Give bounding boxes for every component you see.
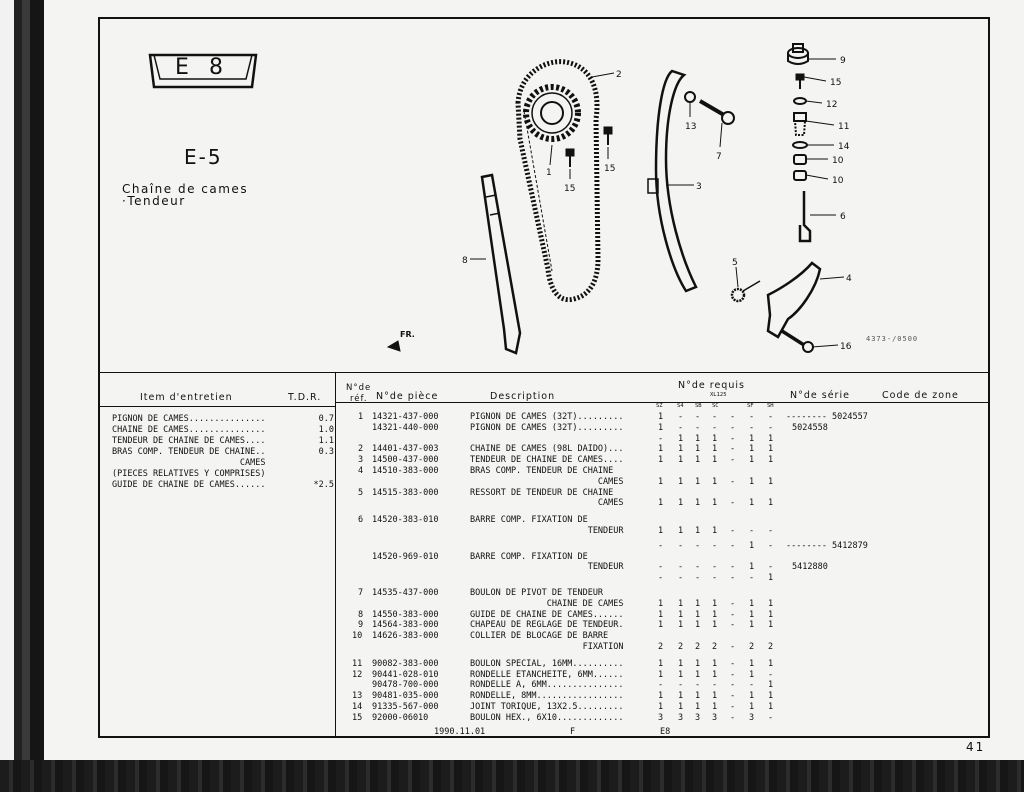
qty-cell: 3 bbox=[749, 712, 755, 723]
maintenance-time: 1.0 bbox=[318, 425, 334, 435]
ref-no: 5 bbox=[358, 487, 364, 498]
qty-cell: 1 bbox=[658, 702, 664, 712]
header-serial: N°de série bbox=[790, 390, 850, 401]
fixing-bar-6 bbox=[800, 191, 810, 241]
part-description: PIGNON DE CAMES (32T)......... bbox=[470, 422, 624, 433]
part-number: 90082-383-000 bbox=[372, 658, 439, 669]
ref-no: 8 bbox=[358, 609, 364, 620]
bolt-16 bbox=[782, 331, 804, 345]
qty-cell: - bbox=[712, 540, 718, 551]
qty-cell: 1 bbox=[749, 669, 755, 680]
qty-cell: 1 bbox=[749, 609, 755, 620]
qty-cell: 1 bbox=[749, 598, 755, 609]
qty-cell: 1 bbox=[749, 476, 755, 487]
qty-cell: 1 bbox=[712, 598, 718, 609]
maintenance-list bbox=[112, 414, 332, 491]
qty-cell: 1 bbox=[678, 598, 684, 609]
qty-cell: - bbox=[730, 422, 736, 433]
qty-cell: 1 bbox=[768, 598, 774, 609]
ref-no: 1 bbox=[358, 412, 364, 422]
qty-cell: 1 bbox=[658, 620, 664, 631]
qty-cell: - bbox=[730, 412, 736, 422]
qty-cell: - bbox=[730, 562, 736, 573]
qty-cell: 2 bbox=[658, 642, 664, 652]
chain-guide bbox=[482, 175, 520, 353]
part-number: 90481-035-000 bbox=[372, 691, 439, 702]
exploded-diagram bbox=[100, 19, 988, 371]
ref-no: 13 bbox=[352, 691, 363, 702]
qty-cell: 1 bbox=[678, 455, 684, 466]
qty-cell: 1 bbox=[678, 498, 684, 509]
variant-sh: SH bbox=[767, 403, 774, 409]
direction-label: FR. bbox=[400, 330, 415, 339]
qty-cell: - bbox=[678, 422, 684, 433]
maintenance-item: CAMES bbox=[112, 458, 266, 468]
callout-2: 2 bbox=[616, 70, 622, 80]
qty-cell: 1 bbox=[712, 620, 718, 631]
qty-cell: 1 bbox=[768, 433, 774, 444]
maintenance-row bbox=[112, 414, 332, 425]
qty-cell: - bbox=[768, 412, 774, 422]
callout-15a: 15 bbox=[830, 78, 842, 88]
maintenance-row bbox=[112, 480, 332, 491]
qty-cell: 1 bbox=[749, 702, 755, 712]
qty-cell: 1 bbox=[695, 433, 701, 444]
qty-cell: 1 bbox=[678, 476, 684, 487]
part-number: 14515-383-000 bbox=[372, 487, 439, 498]
maintenance-item: (PIECES RELATIVES Y COMPRISES) bbox=[112, 469, 266, 479]
qty-cell: - bbox=[712, 562, 718, 573]
qty-cell: - bbox=[730, 476, 736, 487]
maintenance-time: 1.1 bbox=[318, 436, 334, 446]
part-description: CHAINE DE CAMES bbox=[470, 598, 624, 609]
qty-cell: - bbox=[730, 573, 736, 584]
qty-cell: 1 bbox=[678, 526, 684, 536]
qty-cell: 1 bbox=[768, 658, 774, 669]
header-ref-2: réf. bbox=[350, 394, 368, 404]
qty-cell: - bbox=[730, 433, 736, 444]
ref-no: 15 bbox=[352, 712, 363, 723]
callout-7: 7 bbox=[716, 152, 722, 162]
qty-cell: - bbox=[730, 540, 736, 551]
qty-cell: 1 bbox=[658, 444, 664, 455]
section-code: E-5 bbox=[184, 145, 223, 169]
maintenance-item: CHAINE DE CAMES............... bbox=[112, 425, 266, 435]
callout-6: 6 bbox=[840, 212, 846, 222]
ref-no: 11 bbox=[352, 658, 363, 669]
qty-cell: 1 bbox=[658, 526, 664, 536]
qty-cell: - bbox=[695, 573, 701, 584]
ref-no: 12 bbox=[352, 669, 363, 680]
maintenance-time: *2.5 bbox=[313, 480, 334, 490]
part-number: 14321-437-000 bbox=[372, 412, 439, 422]
part-description: BARRE COMP. FIXATION DE bbox=[470, 551, 588, 562]
qty-cell: - bbox=[730, 620, 736, 631]
part-description: BARRE COMP. FIXATION DE bbox=[470, 515, 588, 526]
callout-15b: 15 bbox=[564, 184, 576, 194]
maintenance-item: PIGNON DE CAMES............... bbox=[112, 414, 266, 424]
callout-12: 12 bbox=[826, 100, 838, 110]
qty-cell: - bbox=[678, 573, 684, 584]
ref-no: 6 bbox=[358, 515, 364, 526]
scan-bottom-edge bbox=[0, 760, 1024, 792]
o-ring-14 bbox=[793, 142, 807, 148]
qty-cell: 3 bbox=[695, 712, 701, 723]
qty-cell: 1 bbox=[768, 573, 774, 584]
qty-cell: 1 bbox=[712, 444, 718, 455]
callout-14: 14 bbox=[838, 142, 850, 152]
qty-cell: 1 bbox=[749, 562, 755, 573]
qty-cell: - bbox=[749, 573, 755, 584]
qty-cell: - bbox=[695, 412, 701, 422]
qty-cell: 2 bbox=[712, 642, 718, 652]
qty-cell: 1 bbox=[695, 598, 701, 609]
part-description: CAMES bbox=[470, 498, 624, 509]
part-description: CHAPEAU DE REGLAGE DE TENDEUR. bbox=[470, 620, 624, 631]
special-bolt-11 bbox=[794, 113, 806, 135]
qty-cell: 1 bbox=[768, 620, 774, 631]
qty-cell: 1 bbox=[768, 476, 774, 487]
qty-cell: 1 bbox=[658, 476, 664, 487]
qty-cell: 1 bbox=[712, 658, 718, 669]
qty-cell: - bbox=[658, 540, 664, 551]
variant-sf: SF bbox=[747, 403, 754, 409]
page-number: 41 bbox=[966, 740, 986, 754]
qty-cell: 1 bbox=[678, 433, 684, 444]
qty-cell: - bbox=[678, 680, 684, 691]
qty-cell: 1 bbox=[695, 702, 701, 712]
badge-label: E8 bbox=[175, 55, 243, 80]
qty-cell: - bbox=[749, 680, 755, 691]
callout-1: 1 bbox=[546, 168, 552, 178]
ref-no: 9 bbox=[358, 620, 364, 631]
qty-cell: - bbox=[768, 540, 774, 551]
qty-cell: 1 bbox=[749, 455, 755, 466]
qty-cell: - bbox=[695, 422, 701, 433]
qty-cell: - bbox=[730, 669, 736, 680]
ref-no: 7 bbox=[358, 588, 364, 598]
qty-cell: 1 bbox=[678, 691, 684, 702]
qty-cell: 1 bbox=[658, 455, 664, 466]
qty-cell: - bbox=[749, 412, 755, 422]
part-description: RONDELLE A, 6MM............... bbox=[470, 680, 624, 691]
part-number: 14401-437-003 bbox=[372, 444, 439, 455]
part-number: 14535-437-000 bbox=[372, 588, 439, 598]
qty-cell: 1 bbox=[768, 498, 774, 509]
qty-cell: - bbox=[730, 498, 736, 509]
qty-cell: 1 bbox=[749, 658, 755, 669]
adjuster-cap bbox=[788, 44, 808, 64]
qty-cell: - bbox=[658, 562, 664, 573]
part-number: 14520-969-010 bbox=[372, 551, 439, 562]
column-divider bbox=[335, 372, 336, 738]
part-description: RONDELLE ETANCHEITE, 6MM...... bbox=[470, 669, 624, 680]
qty-cell: 1 bbox=[749, 540, 755, 551]
qty-cell: 1 bbox=[768, 691, 774, 702]
footer-code: E8 bbox=[660, 727, 671, 737]
qty-cell: - bbox=[768, 712, 774, 723]
qty-cell: 1 bbox=[712, 433, 718, 444]
part-description: RONDELLE, 8MM................. bbox=[470, 691, 624, 702]
qty-cell: - bbox=[712, 412, 718, 422]
callout-10a: 10 bbox=[832, 156, 844, 166]
header-tdr: T.D.R. bbox=[288, 392, 322, 403]
ref-no: 10 bbox=[352, 631, 363, 642]
serial-number: -------- 5024557 bbox=[786, 412, 868, 422]
bolt-15 bbox=[796, 74, 804, 89]
part-number: 14626-383-000 bbox=[372, 631, 439, 642]
qty-cell: - bbox=[768, 526, 774, 536]
callout-5: 5 bbox=[732, 258, 738, 268]
tensioner-spring bbox=[732, 281, 760, 301]
qty-cell: 1 bbox=[695, 669, 701, 680]
part-number: 14550-383-000 bbox=[372, 609, 439, 620]
qty-cell: 1 bbox=[712, 669, 718, 680]
qty-cell: 1 bbox=[712, 526, 718, 536]
callout-11: 11 bbox=[838, 122, 850, 132]
qty-cell: - bbox=[730, 455, 736, 466]
header-ref-1: N°de bbox=[346, 383, 372, 393]
direction-arrow bbox=[388, 341, 400, 351]
qty-cell: - bbox=[730, 702, 736, 712]
part-description: PIGNON DE CAMES (32T)......... bbox=[470, 412, 624, 422]
qty-cell: 1 bbox=[695, 455, 701, 466]
qty-cell: - bbox=[730, 526, 736, 536]
qty-cell: 1 bbox=[658, 498, 664, 509]
qty-cell: 1 bbox=[712, 498, 718, 509]
qty-cell: - bbox=[730, 658, 736, 669]
qty-cell: 2 bbox=[695, 642, 701, 652]
maintenance-time: 0.3 bbox=[318, 447, 334, 457]
maintenance-row bbox=[112, 469, 332, 480]
qty-cell: 1 bbox=[658, 658, 664, 669]
callout-15c: 15 bbox=[604, 164, 616, 174]
washer-13 bbox=[685, 92, 695, 102]
part-number: 14520-383-010 bbox=[372, 515, 439, 526]
diagram-divider bbox=[100, 372, 988, 373]
qty-cell: - bbox=[695, 540, 701, 551]
qty-cell: 1 bbox=[678, 658, 684, 669]
variant-sz: SZ bbox=[656, 403, 663, 409]
tensioner-arm bbox=[768, 263, 820, 337]
qty-cell: 1 bbox=[695, 476, 701, 487]
qty-cell: - bbox=[730, 444, 736, 455]
header-zone: Code de zone bbox=[882, 390, 959, 401]
qty-cell: - bbox=[749, 526, 755, 536]
part-description: BOULON HEX., 6X10............. bbox=[470, 712, 624, 723]
pivot-bolt-7 bbox=[700, 101, 724, 115]
qty-cell: - bbox=[768, 669, 774, 680]
qty-cell: 1 bbox=[695, 526, 701, 536]
qty-cell: 1 bbox=[749, 498, 755, 509]
qty-cell: - bbox=[712, 573, 718, 584]
qty-cell: 1 bbox=[768, 455, 774, 466]
header-item: Item d'entretien bbox=[140, 392, 233, 403]
item-header-underline bbox=[100, 406, 335, 407]
qty-cell: 1 bbox=[768, 609, 774, 620]
variant-sb: SB bbox=[695, 403, 702, 409]
header-requis: N°de requis bbox=[678, 380, 745, 391]
qty-cell: 1 bbox=[658, 669, 664, 680]
qty-cell: 1 bbox=[749, 444, 755, 455]
qty-cell: 1 bbox=[712, 691, 718, 702]
part-description: JOINT TORIQUE, 13X2.5......... bbox=[470, 702, 624, 712]
qty-cell: 1 bbox=[678, 620, 684, 631]
header-part-no: N°de pièce bbox=[376, 391, 439, 402]
qty-cell: 2 bbox=[768, 642, 774, 652]
qty-cell: - bbox=[730, 598, 736, 609]
callout-8: 8 bbox=[462, 256, 468, 266]
part-description: CHAINE DE CAMES (98L DAIDO)... bbox=[470, 444, 624, 455]
qty-cell: 2 bbox=[749, 642, 755, 652]
qty-cell: 1 bbox=[712, 455, 718, 466]
part-description: TENDEUR DE CHAINE DE CAMES.... bbox=[470, 455, 624, 466]
maintenance-row bbox=[112, 447, 332, 458]
qty-cell: 1 bbox=[678, 444, 684, 455]
qty-cell: 1 bbox=[768, 702, 774, 712]
qty-cell: 1 bbox=[749, 433, 755, 444]
maintenance-row bbox=[112, 436, 332, 447]
ref-no: 14 bbox=[352, 702, 363, 712]
qty-cell: - bbox=[730, 680, 736, 691]
ref-no: 2 bbox=[358, 444, 364, 455]
callout-3: 3 bbox=[696, 182, 702, 192]
qty-cell: - bbox=[658, 573, 664, 584]
cam-chain bbox=[518, 62, 598, 300]
footer-date: 1990.11.01 bbox=[434, 727, 486, 737]
part-description: TENDEUR bbox=[470, 526, 624, 536]
part-description: COLLIER DE BLOCAGE DE BARRE bbox=[470, 631, 609, 642]
part-number: 14321-440-000 bbox=[372, 422, 439, 433]
qty-cell: 1 bbox=[712, 476, 718, 487]
qty-cell: 1 bbox=[658, 412, 664, 422]
header-model: XL125 bbox=[710, 392, 727, 398]
part-description: RESSORT DE TENDEUR DE CHAINE bbox=[470, 487, 614, 498]
qty-cell: - bbox=[658, 433, 664, 444]
cam-sprocket bbox=[526, 87, 578, 139]
part-number: 90478-700-000 bbox=[372, 680, 439, 691]
qty-cell: 2 bbox=[678, 642, 684, 652]
qty-cell: 1 bbox=[695, 609, 701, 620]
qty-cell: 1 bbox=[658, 691, 664, 702]
qty-cell: 1 bbox=[768, 680, 774, 691]
part-description: GUIDE DE CHAINE DE CAMES...... bbox=[470, 609, 624, 620]
footer-edition: F bbox=[570, 727, 576, 737]
collar-10b bbox=[794, 171, 806, 180]
qty-cell: 1 bbox=[695, 498, 701, 509]
washer-12 bbox=[794, 98, 806, 104]
qty-cell: 1 bbox=[658, 422, 664, 433]
section-title-line2: ·Tendeur bbox=[122, 194, 186, 208]
qty-cell: 1 bbox=[678, 702, 684, 712]
qty-cell: - bbox=[712, 680, 718, 691]
qty-cell: - bbox=[712, 422, 718, 433]
callout-16: 16 bbox=[840, 342, 852, 352]
section-title-line1: Chaîne de cames bbox=[122, 182, 249, 196]
part-number: 14564-383-000 bbox=[372, 620, 439, 631]
qty-cell: 1 bbox=[712, 702, 718, 712]
qty-cell: - bbox=[749, 422, 755, 433]
part-description: TENDEUR bbox=[470, 562, 624, 573]
qty-cell: 1 bbox=[749, 620, 755, 631]
variant-sc: SC bbox=[712, 403, 719, 409]
part-description: BOULON SPECIAL, 16MM.......... bbox=[470, 658, 624, 669]
qty-cell: 1 bbox=[768, 444, 774, 455]
callout-4: 4 bbox=[846, 274, 852, 284]
qty-cell: - bbox=[678, 412, 684, 422]
sprocket-bolt-a bbox=[604, 127, 612, 145]
serial-number: 5024558 bbox=[792, 422, 828, 433]
callout-9: 9 bbox=[840, 56, 846, 66]
ref-no: 4 bbox=[358, 466, 364, 476]
qty-cell: 1 bbox=[695, 444, 701, 455]
serial-number: -------- 5412879 bbox=[786, 540, 868, 551]
parts-frame bbox=[98, 17, 990, 738]
qty-cell: - bbox=[695, 680, 701, 691]
qty-cell: 1 bbox=[678, 669, 684, 680]
qty-cell: - bbox=[730, 691, 736, 702]
qty-cell: 1 bbox=[712, 609, 718, 620]
scan-left-edge bbox=[0, 0, 44, 792]
qty-cell: - bbox=[730, 609, 736, 620]
part-number: 91335-567-000 bbox=[372, 702, 439, 712]
qty-cell: - bbox=[768, 562, 774, 573]
qty-cell: 3 bbox=[678, 712, 684, 723]
part-description: FIXATION bbox=[470, 642, 624, 652]
qty-cell: 1 bbox=[695, 658, 701, 669]
callout-10b: 10 bbox=[832, 176, 844, 186]
part-number: 92000-06010 bbox=[372, 712, 429, 723]
collar-10a bbox=[794, 155, 806, 164]
maintenance-row bbox=[112, 425, 332, 436]
ref-no: 3 bbox=[358, 455, 364, 466]
qty-cell: 3 bbox=[658, 712, 664, 723]
part-description: BOULON DE PIVOT DE TENDEUR bbox=[470, 588, 604, 598]
maintenance-time: 0.7 bbox=[318, 414, 334, 424]
qty-cell: 1 bbox=[695, 691, 701, 702]
sprocket-bolt-b bbox=[566, 149, 574, 167]
qty-cell: - bbox=[678, 540, 684, 551]
maintenance-item: GUIDE DE CHAINE DE CAMES...... bbox=[112, 480, 266, 490]
qty-cell: - bbox=[695, 562, 701, 573]
qty-cell: 1 bbox=[695, 620, 701, 631]
qty-cell: - bbox=[678, 562, 684, 573]
qty-cell: - bbox=[730, 642, 736, 652]
variant-s4: S4 bbox=[677, 403, 684, 409]
header-description: Description bbox=[490, 391, 556, 402]
part-description: CAMES bbox=[470, 476, 624, 487]
qty-cell: 3 bbox=[712, 712, 718, 723]
part-description: BRAS COMP. TENDEUR DE CHAINE bbox=[470, 466, 614, 476]
maintenance-item: BRAS COMP. TENDEUR DE CHAINE.. bbox=[112, 447, 266, 457]
maintenance-row bbox=[112, 458, 332, 469]
qty-cell: 1 bbox=[678, 609, 684, 620]
drawing-code: 4373-/0500 bbox=[866, 335, 919, 343]
qty-cell: - bbox=[658, 680, 664, 691]
serial-number: 5412880 bbox=[792, 562, 828, 573]
part-number: 14510-383-000 bbox=[372, 466, 439, 476]
qty-cell: 1 bbox=[658, 609, 664, 620]
qty-cell: 1 bbox=[658, 598, 664, 609]
part-number: 90441-028-010 bbox=[372, 669, 439, 680]
qty-cell: 1 bbox=[749, 691, 755, 702]
maintenance-item: TENDEUR DE CHAINE DE CAMES.... bbox=[112, 436, 266, 446]
callout-13: 13 bbox=[685, 122, 697, 132]
qty-cell: - bbox=[730, 712, 736, 723]
qty-cell: - bbox=[768, 422, 774, 433]
part-number: 14500-437-000 bbox=[372, 455, 439, 466]
